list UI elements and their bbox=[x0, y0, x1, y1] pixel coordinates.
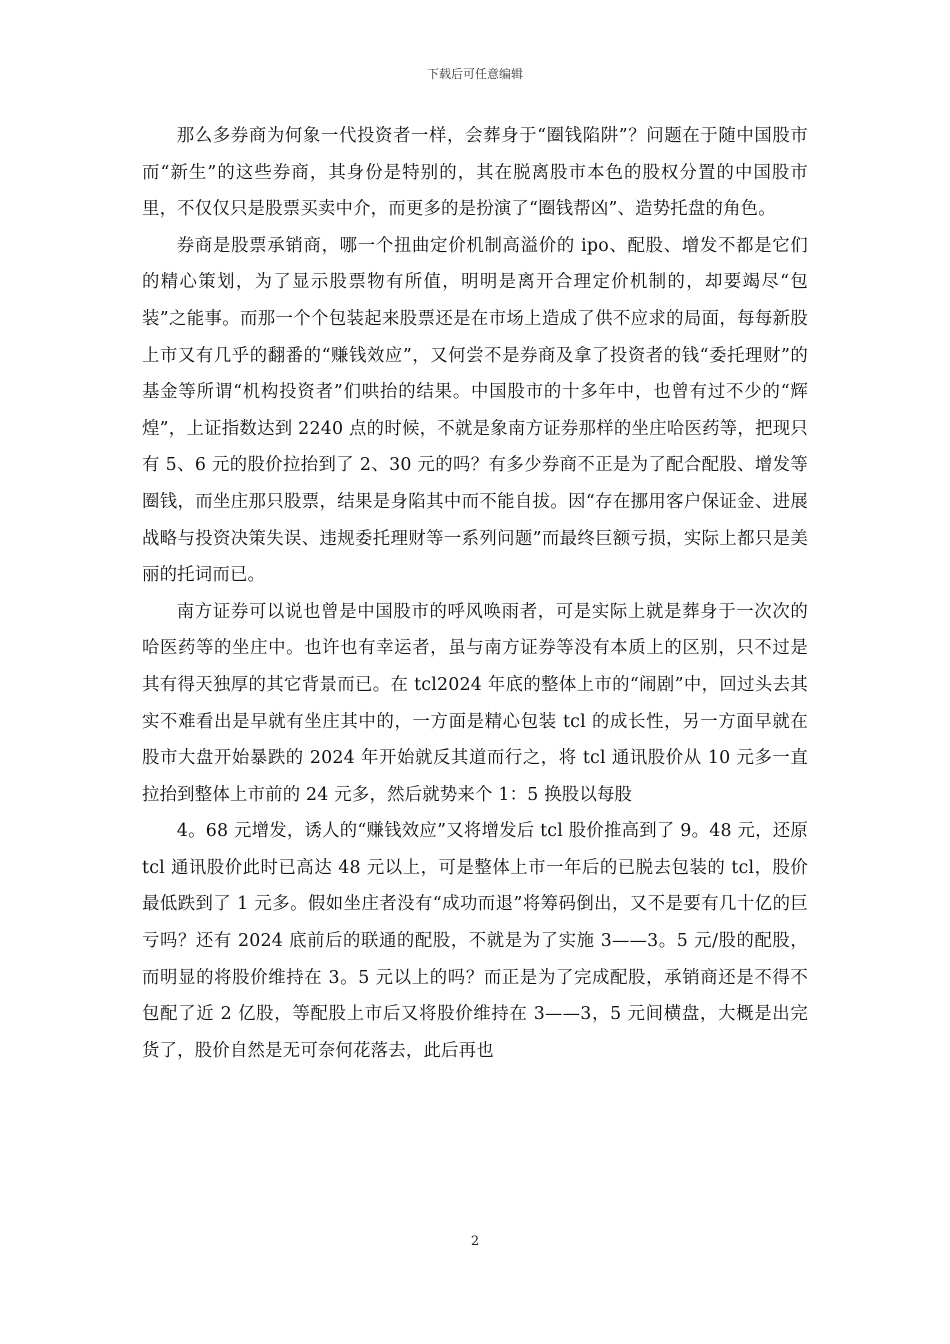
page-header-note: 下载后可任意编辑 bbox=[426, 67, 523, 81]
paragraph-3: 南方证券可以说也曾是中国股市的呼风唤雨者，可是实际上就是葬身于一次次的哈医药等的坐庄中。也许也有幸运者，虽与南方证券等没有本质上的区别，只不过是其有得天独厚的其它背景而已。在 tcl2024 年底的整体上市的“闹剧”中，回过头去其实不难看出是早就有坐庄其中的，一方面是精心包装 tcl 的成长性，另一方面早就在股市大盘开始暴跌的 2024 年开始就反其道而行之，将 tcl 通讯股价从 10 元多一直拉抬到整体上市前的 24 元多，然后就势来个 1：5 换股以每股 bbox=[142, 601, 808, 805]
paragraph-2: 券商是股票承销商，哪一个扭曲定价机制高溢价的 ipo、配股、增发不都是它们的精心策划，为了显示股票物有所值，明明是离开合理定价机制的，却要竭尽“包装”之能事。而那一个个包装起来股票还是在市场上造成了供不应求的局面，每每新股上市又有几乎的翻番的“赚钱效应”，又何尝不是券商及拿了投资者的钱“委托理财”的基金等所谓“机构投资者”们哄抬的结果。中国股市的十多年中，也曾有过不少的“辉煌”，上证指数达到 2240 点的时候，不就是象南方证券那样的坐庄哈医药等，把现只有 5、6 元的股价拉抬到了 2、30 元的吗？有多少券商不正是为了配合配股、增发等圈钱，而坐庄那只股票，结果是身陷其中而不能自拔。因“存在挪用客户保证金、进展战略与投资决策失误、违规委托理财等一系列问题”而最终巨额亏损，实际上都只是美丽的托词而已。 bbox=[142, 235, 808, 586]
document-body bbox=[142, 118, 808, 1069]
paragraph-1: 那么多券商为何象一代投资者一样，会葬身于“圈钱陷阱”？问题在于随中国股市而“新生”的这些券商，其身份是特别的，其在脱离股市本色的股权分置的中国股市里，不仅仅只是股票买卖中介，而更多的是扮演了“圈钱帮凶”、造势托盘的角色。 bbox=[142, 126, 808, 220]
paragraph-4: 4。68 元增发，诱人的“赚钱效应”又将增发后 tcl 股价推高到了 9。48 元，还原 tcl 通讯股价此时已高达 48 元以上，可是整体上市一年后的已脱去包装的 tcl，股价最低跌到了 1 元多。假如坐庄者没有“成功而退”将筹码倒出，又不是要有几十亿的巨亏吗？还有 2024 底前后的联通的配股，不就是为了实施 3——3。5 元/股的配股，而明显的将股价维持在 3。5 元以上的吗？而正是为了完成配股，承销商还是不得不包配了近 2 亿股，等配股上市后又将股价维持在 3——3，5 元间横盘，大概是出完货了，股价自然是无可奈何花落去，此后再也 bbox=[142, 821, 808, 1061]
page-number: 2 bbox=[470, 1234, 480, 1249]
